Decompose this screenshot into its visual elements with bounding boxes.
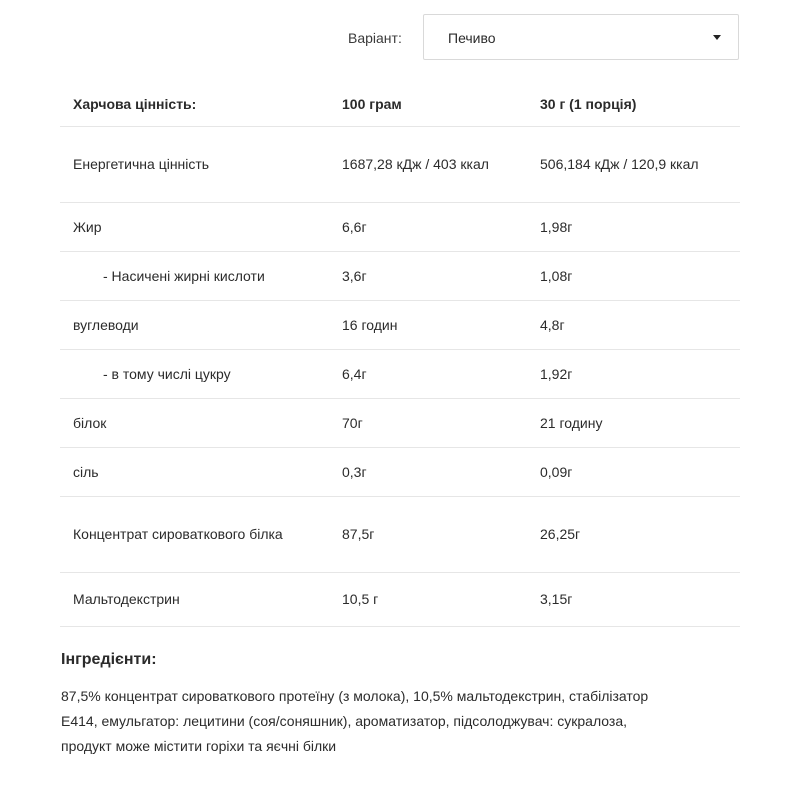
value-per-100g: 70г (326, 399, 524, 448)
header-per-100g: 100 грам (326, 76, 524, 127)
table-row (60, 203, 740, 252)
value-per-100g: 87,5г (326, 497, 524, 573)
value-per-serving: 506,184 кДж / 120,9 ккал (524, 127, 740, 203)
variant-selected-value: Печиво (448, 30, 496, 46)
header-per-serving: 30 г (1 порція) (524, 76, 740, 127)
value-per-serving: 1,92г (524, 350, 740, 399)
value-per-serving: 0,09г (524, 448, 740, 497)
nutrient-name: Жир (60, 203, 326, 252)
nutrition-header-row (60, 76, 740, 127)
nutrient-name: вуглеводи (60, 301, 326, 350)
value-per-100g: 0,3г (326, 448, 524, 497)
value-per-100g: 6,6г (326, 203, 524, 252)
nutrient-name: Мальтодекстрин (60, 573, 326, 627)
table-row (60, 573, 740, 627)
variant-dropdown[interactable] (423, 14, 739, 60)
nutrient-name: білок (60, 399, 326, 448)
ingredients-text: 87,5% концентрат сироваткового протеїну (з молока), 10,5% мальтодекстрин, стабілізатор Е414, емульгатор: лецитини (соя/соняшник), ароматизатор, підсолоджувач: сукралоза, продукт може містити горіхи та яєчні білки (61, 688, 649, 754)
table-row (60, 127, 740, 203)
ingredients-heading: Інгредієнти: (61, 651, 157, 668)
value-per-serving: 4,8г (524, 301, 740, 350)
variant-label: Варіант: (348, 30, 402, 46)
value-per-100g: 16 годин (326, 301, 524, 350)
table-row (60, 497, 740, 573)
value-per-100g: 6,4г (326, 350, 524, 399)
table-row (60, 252, 740, 301)
value-per-serving: 3,15г (524, 573, 740, 627)
nutrient-name: Енергетична цінність (60, 127, 326, 203)
value-per-100g: 10,5 г (326, 573, 524, 627)
nutrient-name: сіль (60, 448, 326, 497)
value-per-100g: 1687,28 кДж / 403 ккал (326, 127, 524, 203)
value-per-serving: 1,98г (524, 203, 740, 252)
variant-selector-row (0, 14, 800, 62)
table-row (60, 399, 740, 448)
value-per-100g: 3,6г (326, 252, 524, 301)
nutrient-name: - в тому числі цукру (60, 350, 326, 399)
header-nutrition-value: Харчова цінність: (60, 76, 326, 127)
nutrition-table (60, 76, 740, 627)
chevron-down-icon (713, 35, 721, 40)
table-row (60, 448, 740, 497)
nutrient-name: Концентрат сироваткового білка (60, 497, 326, 573)
nutrient-name: - Насичені жирні кислоти (60, 252, 326, 301)
value-per-serving: 26,25г (524, 497, 740, 573)
value-per-serving: 1,08г (524, 252, 740, 301)
table-row (60, 350, 740, 399)
value-per-serving: 21 годину (524, 399, 740, 448)
table-row (60, 301, 740, 350)
